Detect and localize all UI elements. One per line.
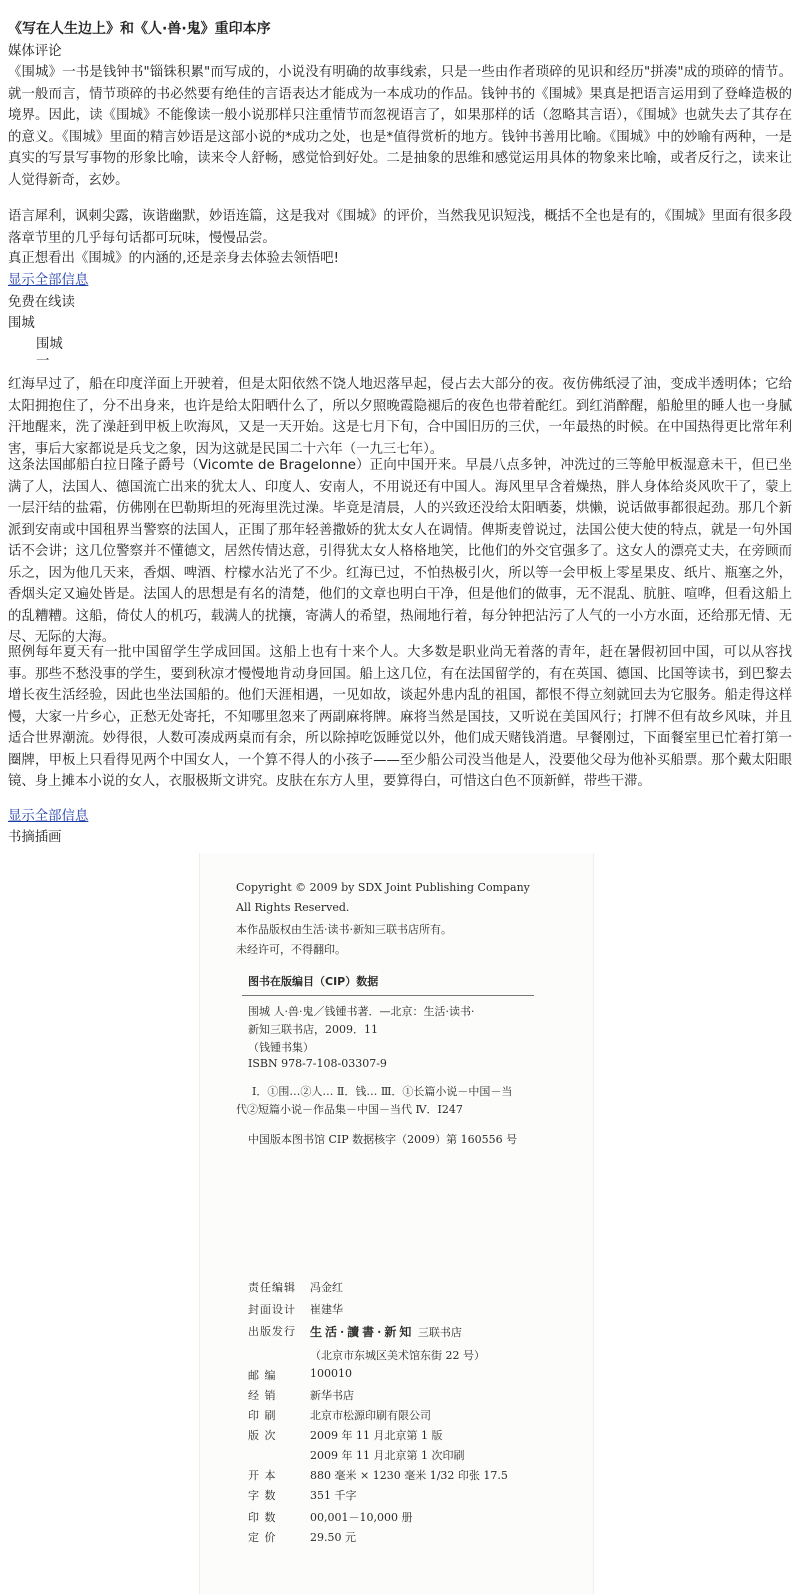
- imprint-label: 印 刷: [248, 1409, 277, 1422]
- review-paragraph-3: 真正想看出《围城》的内涵的,还是亲身去体验去领悟吧!: [8, 251, 339, 266]
- show-all-link-2[interactable]: 显示全部信息: [8, 809, 89, 824]
- excerpt-paragraph-2: 这条法国邮船白拉日隆子爵号（Vicomte de Bragelonne）正向中国开来。早晨八点多钟，冲洗过的三等舱甲板湿意未干，但已坐满了人，法国人、德国流亡出来的犹太人、印度人、安南人，不用说还有中国人。海风里早含着燥热，胖人身体给炎风吹干了，蒙上一层汗结的盐霜，仿佛刚在巴勒斯坦的死海里洗过澡。毕竟是清晨，人的兴致还没给太阳晒萎，烘懒，说话做事都很起劲。那几个新派到安南或中国租界当警察的法国人，正围了那年轻善撒娇的犹太女人在调情。俾斯麦曾说过，法国公使大使的特点，就是一句外国话不会讲；这几位警察并不懂德文，居然传情达意，引得犹太女人格格地笑，比他们的外交官强多了。这女人的漂亮丈夫，在旁顾而乐之，因为他几天来，香烟、啤酒、柠檬水沾光了不少。红海已过，不怕热极引火，所以等一会甲板上零星果皮、纸片、瓶塞之外，香烟头定又遍处皆是。法国人的思想是有名的清楚，他们的文章也明白干净，但是他们的做事，无不混乱、肮脏、喧哗，但看这船上的乱糟糟。这船，倚仗人的机巧，载满人的扰攘，寄满人的希望，热闹地行着，每分钟把沾污了人气的一小方水面，还给那无情、无尽、无际的大海。: [8, 458, 792, 645]
- section-media-review: 媒体评论: [8, 44, 62, 59]
- imprint-label: 邮 编: [248, 1369, 277, 1382]
- imprint-value: （北京市东城区美术馆东街 22 号）: [310, 1349, 485, 1362]
- imprint-value: 崔建华: [310, 1303, 343, 1316]
- scan-class-line-2: 代②短篇小说－作品集－中国－当代 Ⅳ．I247: [236, 1103, 463, 1116]
- scan-cip-line-3: （钱锺书集）: [248, 1041, 314, 1054]
- imprint-label: 出版发行: [248, 1325, 296, 1338]
- review-paragraph-1: 《围城》一书是钱钟书"锱铢积累"而写成的，小说没有明确的故事线索，只是一些由作者琐碎的见识和经历"拼凑"成的琐碎的情节。就一般而言，情节琐碎的书必然要有绝佳的言语表达才能成为一本成功的作品。钱钟书的《围城》果真是把语言运用到了登峰造极的境界。因此，读《围城》不能像读一般小说那样只注重情节而忽视语言了，如果那样的话（忽略其言语），《围城》也就失去了其存在的意义。《围城》里面的精言妙语是这部小说的*成功之处，也是*值得赏析的地方。钱钟书善用比喻。《围城》中的妙喻有两种，一是真实的写景写事物的形象比喻，读来令人舒畅，感觉恰到好处。二是抽象的思维和感觉运用具体的物象来比喻，或者反行之，读来让人觉得新奇，玄妙。: [8, 65, 792, 188]
- scan-cip-title: 图书在版编目（CIP）数据: [248, 975, 379, 988]
- imprint-label: 字 数: [248, 1489, 277, 1502]
- scan-no-reprint: 未经许可，不得翻印。: [236, 943, 346, 956]
- show-all-link[interactable]: 显示全部信息: [8, 273, 89, 288]
- publisher-brand: 生活·讀書·新知: [310, 1325, 415, 1339]
- imprint-value: 880 毫米 × 1230 毫米 1/32 印张 17.5: [310, 1469, 508, 1482]
- imprint-value: 29.50 元: [310, 1531, 356, 1544]
- chapter-title: 围城: [36, 337, 63, 352]
- imprint-label: 印 数: [248, 1511, 277, 1524]
- page-title: 《写在人生边上》和《人·兽·鬼》重印本序: [8, 21, 271, 37]
- scan-cip-number: 中国版本图书馆 CIP 数据核字（2009）第 160556 号: [248, 1133, 518, 1146]
- review-paragraph-2: 语言犀利，讽刺尖露，诙谐幽默，妙语连篇，这是我对《围城》的评价，当然我见识短浅，概括不全也是有的，《围城》里面有很多段落章节里的几乎每句话都可玩味，慢慢品尝。: [8, 209, 792, 246]
- excerpt-paragraph-1: 红海早过了，船在印度洋面上开驶着，但是太阳依然不饶人地迟落早起，侵占去大部分的夜。夜仿佛纸浸了油，变成半透明体；它给太阳拥抱住了，分不出身来，也许是给太阳晒什么了，所以夕照晚霞隐褪后的夜色也带着酡红。到红消醉醒，船舱里的睡人也一身腻汗地醒来，洗了澡赶到甲板上吹海风，又是一天开始。这是七月下旬，合中国旧历的三伏，一年最热的时候。在中国热得更比常年利害，事后大家都说是兵戈之象，因为这就是民国二十六年（一九三七年）。: [8, 377, 792, 457]
- book-title: 围城: [8, 316, 35, 331]
- scan-cip-line-2: 新知三联书店，2009．11: [248, 1023, 378, 1036]
- imprint-label: 版 次: [248, 1429, 277, 1442]
- scan-cip-line-1: 围城 人·兽·鬼／钱锺书著．—北京：生活·读书·: [248, 1005, 475, 1018]
- imprint-value: 新华书店: [310, 1389, 354, 1402]
- excerpt-paragraph-3: 照例每年夏天有一批中国留学生学成回国。这船上也有十来个人。大多数是职业尚无着落的青年，赶在暑假初回中国，可以从容找事。那些不愁没事的学生，要到秋凉才慢慢地肯动身回国。船上这几位，有在法国留学的，有在英国、德国、比国等读书，到巴黎去增长夜生活经验，因此也坐法国船的。他们天涯相遇，一见如故，谈起外患内乱的祖国，都恨不得立刻就回去为它服务。船走得这样慢，大家一片乡心，正愁无处寄托，不知哪里忽来了两副麻将牌。麻将当然是国技，又听说在美国风行；打牌不但有故乡风味，并且适合世界潮流。妙得很，人数可凑成两桌而有余，所以除掉吃饭睡觉以外，他们成天赌钱消遣。早餐刚过，下面餐室里已忙着打第一圈牌，甲板上只看得见两个中国女人，一个算不得人的小孩子——至少船公司没当他是人，没要他父母为他补买船票。那个戴太阳眼镜、身上摊本小说的女人，衣服极斯文讲究。皮肤在东方人里，要算得白，可惜这白色不顶新鲜，带些干滞。: [8, 645, 792, 789]
- imprint-value: 生活·讀書·新知 三联书店: [310, 1325, 462, 1339]
- scan-class-line-1: Ⅰ．①围…②人… Ⅱ．钱… Ⅲ．①长篇小说－中国－当: [252, 1085, 513, 1098]
- imprint-label: 经 销: [248, 1389, 277, 1402]
- copyright-page-scan: [199, 853, 594, 1594]
- imprint-value: 2009 年 11 月北京第 1 版: [310, 1429, 443, 1442]
- scan-rights: All Rights Reserved.: [236, 901, 350, 914]
- imprint-value: 冯金红: [310, 1281, 343, 1294]
- imprint-value: 100010: [310, 1367, 352, 1380]
- imprint-value: 北京市松源印刷有限公司: [310, 1409, 431, 1422]
- imprint-label: 开 本: [248, 1469, 277, 1482]
- scan-cip-isbn: ISBN 978-7-108-03307-9: [248, 1057, 387, 1070]
- scan-copyright: Copyright © 2009 by SDX Joint Publishing Company: [236, 881, 530, 894]
- scan-owner: 本作品版权由生活·读书·新知三联书店所有。: [236, 923, 452, 936]
- illustrations-label: 书摘插画: [8, 830, 62, 845]
- chapter-number: 一: [36, 354, 50, 369]
- imprint-label: 定 价: [248, 1531, 277, 1544]
- imprint-label: 责任编辑: [248, 1281, 296, 1294]
- imprint-label: 封面设计: [248, 1303, 296, 1316]
- imprint-value: 2009 年 11 月北京第 1 次印刷: [310, 1449, 465, 1462]
- imprint-value: 00,001－10,000 册: [310, 1511, 413, 1524]
- free-read-label: 免费在线读: [8, 295, 75, 310]
- imprint-value: 351 千字: [310, 1489, 357, 1502]
- scan-divider: [242, 995, 534, 996]
